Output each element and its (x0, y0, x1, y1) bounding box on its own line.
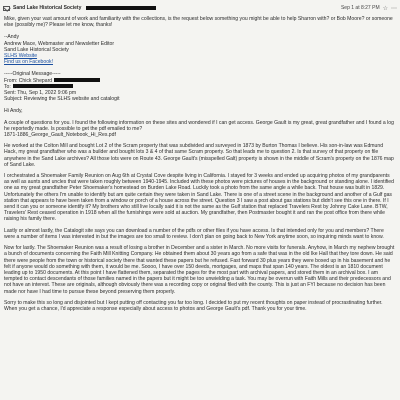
original-subject: Subject: Reviewing the SLHS website and catalogit (4, 96, 120, 103)
paragraph-5: Now for lastly. The Shoemaker Reunion was a result of losing a brother in December and a sister in March. No more visits for funerals. Anyhow, in March my nephew brought a bunch of documents concerning the Faith Mill Knitting Company. He obtained them about 30 years ago from a safe that was in the old Ike Hall that they tore down. He said there were people from the town or historical society there that wanted these papers but he refused. Fast forward 30 plus years they were boxed up in his basement and he felt if anyone would do something with them, it would be me. Soooo, I have over 150 deeds, mortgages, and maps that span 140 years. The oldest is an 1810 document leading up to 1950 documents. At this point I have flattened them, separated the pages for the most part with archival papers, and stored them in an archival box. I am tempted to contact descendants of those families named in the papers but it might be too unwielding a task. You may be overrun with Faith Mills and their predecessors and not have an interest. These are originals, although obviously there was a recording copy or original filed with the county. This is just an FYI because no decision has been made nor have I had time to pursue these beyond preserving them properly. (4, 245, 395, 295)
redacted-from-address (54, 78, 100, 82)
signature-name: --Andy (4, 34, 20, 41)
redacted-address (86, 6, 156, 10)
signature-title: Andrew Mace, Webmaster and Newsletter Editor (4, 40, 115, 47)
original-sent: Sent: Thu, Sep 1, 2022 9:06 pm (4, 90, 77, 97)
intro-paragraph: Mike, given your vast amount of work and familiarity with the collections, is the request below something you might be able to help Sharron with? or Bob Moore? or someone else (possibly me)? Please let me know, thanks! (4, 16, 393, 29)
star-icon[interactable]: ☆ (382, 5, 388, 12)
original-message-header (4, 71, 396, 102)
greeting: Hi Andy, (4, 108, 23, 115)
message-text (4, 108, 396, 312)
paragraph-1 (4, 120, 396, 139)
paragraph-1-text: A couple of questions for you. I found the following information on these sites and wondered if I can get access. George Gault is my great, great grandfather and I found a log he reportedly made. Is possible to get the pdf emailed to me? (4, 119, 394, 132)
signature-org: Sand Lake Historical Society (4, 46, 69, 53)
signature-block (4, 34, 396, 65)
email-date: Sep 1 at 8:27 PM (340, 5, 380, 11)
more-icon[interactable]: ⋯ (391, 5, 397, 12)
original-separator: -----Original Message----- (4, 71, 61, 78)
original-to-text: To: (4, 83, 11, 90)
paragraph-4: Lastly or almost lastly, the Catalogit site says you can download a number of the pdfs or other files if you have access. Is that intended only for you and members? There were a number of items I was interested in but the images are too small to review. I don't plan on going back to New York anytime soon, so inquiring minds want to know. (4, 227, 384, 240)
paragraph-6: Sorry to make this so long and disjointed but I kept putting off contacting you far too long. I decided to put my recent thoughts on paper instead of procrastinating further. When you get a chance, I'd appreciate a response especially about access to photos and George Gault's pdf. Thank you for your time. (4, 299, 383, 312)
email-body (4, 16, 396, 317)
paragraph-3: I orchestrated a Shoemaker Family Reunion on Aug 6th at Crystal Cove despite living in California. I stayed for 3 weeks and ended up acquiring photos of my grandparents as well as aunts and uncles that were taken roughly between 1940-1945. Included with these photos were pictures of houses in the background or standing alone. I identified one as my great grandfather Peter Shoemaker's homestead on Burden Lake Road. Luckily took a photo from the same angle a while back. That house was built in 1829. Unfortunately the others I'm unable to identify but am quite certain they were taken in Sand Lake. There is one of a street scene in the background and another of a Gulf gas station that appears to have been taken from a window or porch of a house across the street. Question 3 I saw a post about gas stations but didn't see this one in there. If I send it can you or someone identify it? My brothers who still live locally said it is not the same as the Gulf station that replaced Travelers Rest by Johnny Cake Lane. BTW, Travelers' Rest ceased operation in 1918 when all the furnishings were sold at auction. My grandfather, then Postmaster bought it and ran the post office from there while raising his family there. (4, 173, 394, 223)
facebook-link[interactable]: Find us on Facebook! (4, 59, 53, 66)
website-link[interactable]: SLHS Website (4, 53, 38, 60)
mail-icon (3, 6, 10, 11)
pdf-filename: 1871-1886_George_Gault_Notebook_Hi_Res.pdf (4, 132, 116, 139)
sender-name: Sand Lake Historical Society (13, 5, 82, 11)
original-from-text: From: Chick Shepard (4, 77, 53, 84)
redacted-to-address (13, 84, 73, 88)
email-header (3, 3, 397, 13)
paragraph-2: He worked at the Colton Mill and bought Lot 2 of the Scram property that was subdivided and surveyed in 1873 by Burton Thomas I believe. His son-in-law was Edmund Hack, my great grandfather who was a builder and bought lots 3 & 4 of that same Scram property. So that leads me to question 2. Is that survey of that property on file anywhere in the Sand Lake archives? All those lots were on Route 43. George Gault's (misspelled Galt) property is shown in the middle of Scram's property on the 1876 map of Sand Lake. (4, 143, 394, 168)
